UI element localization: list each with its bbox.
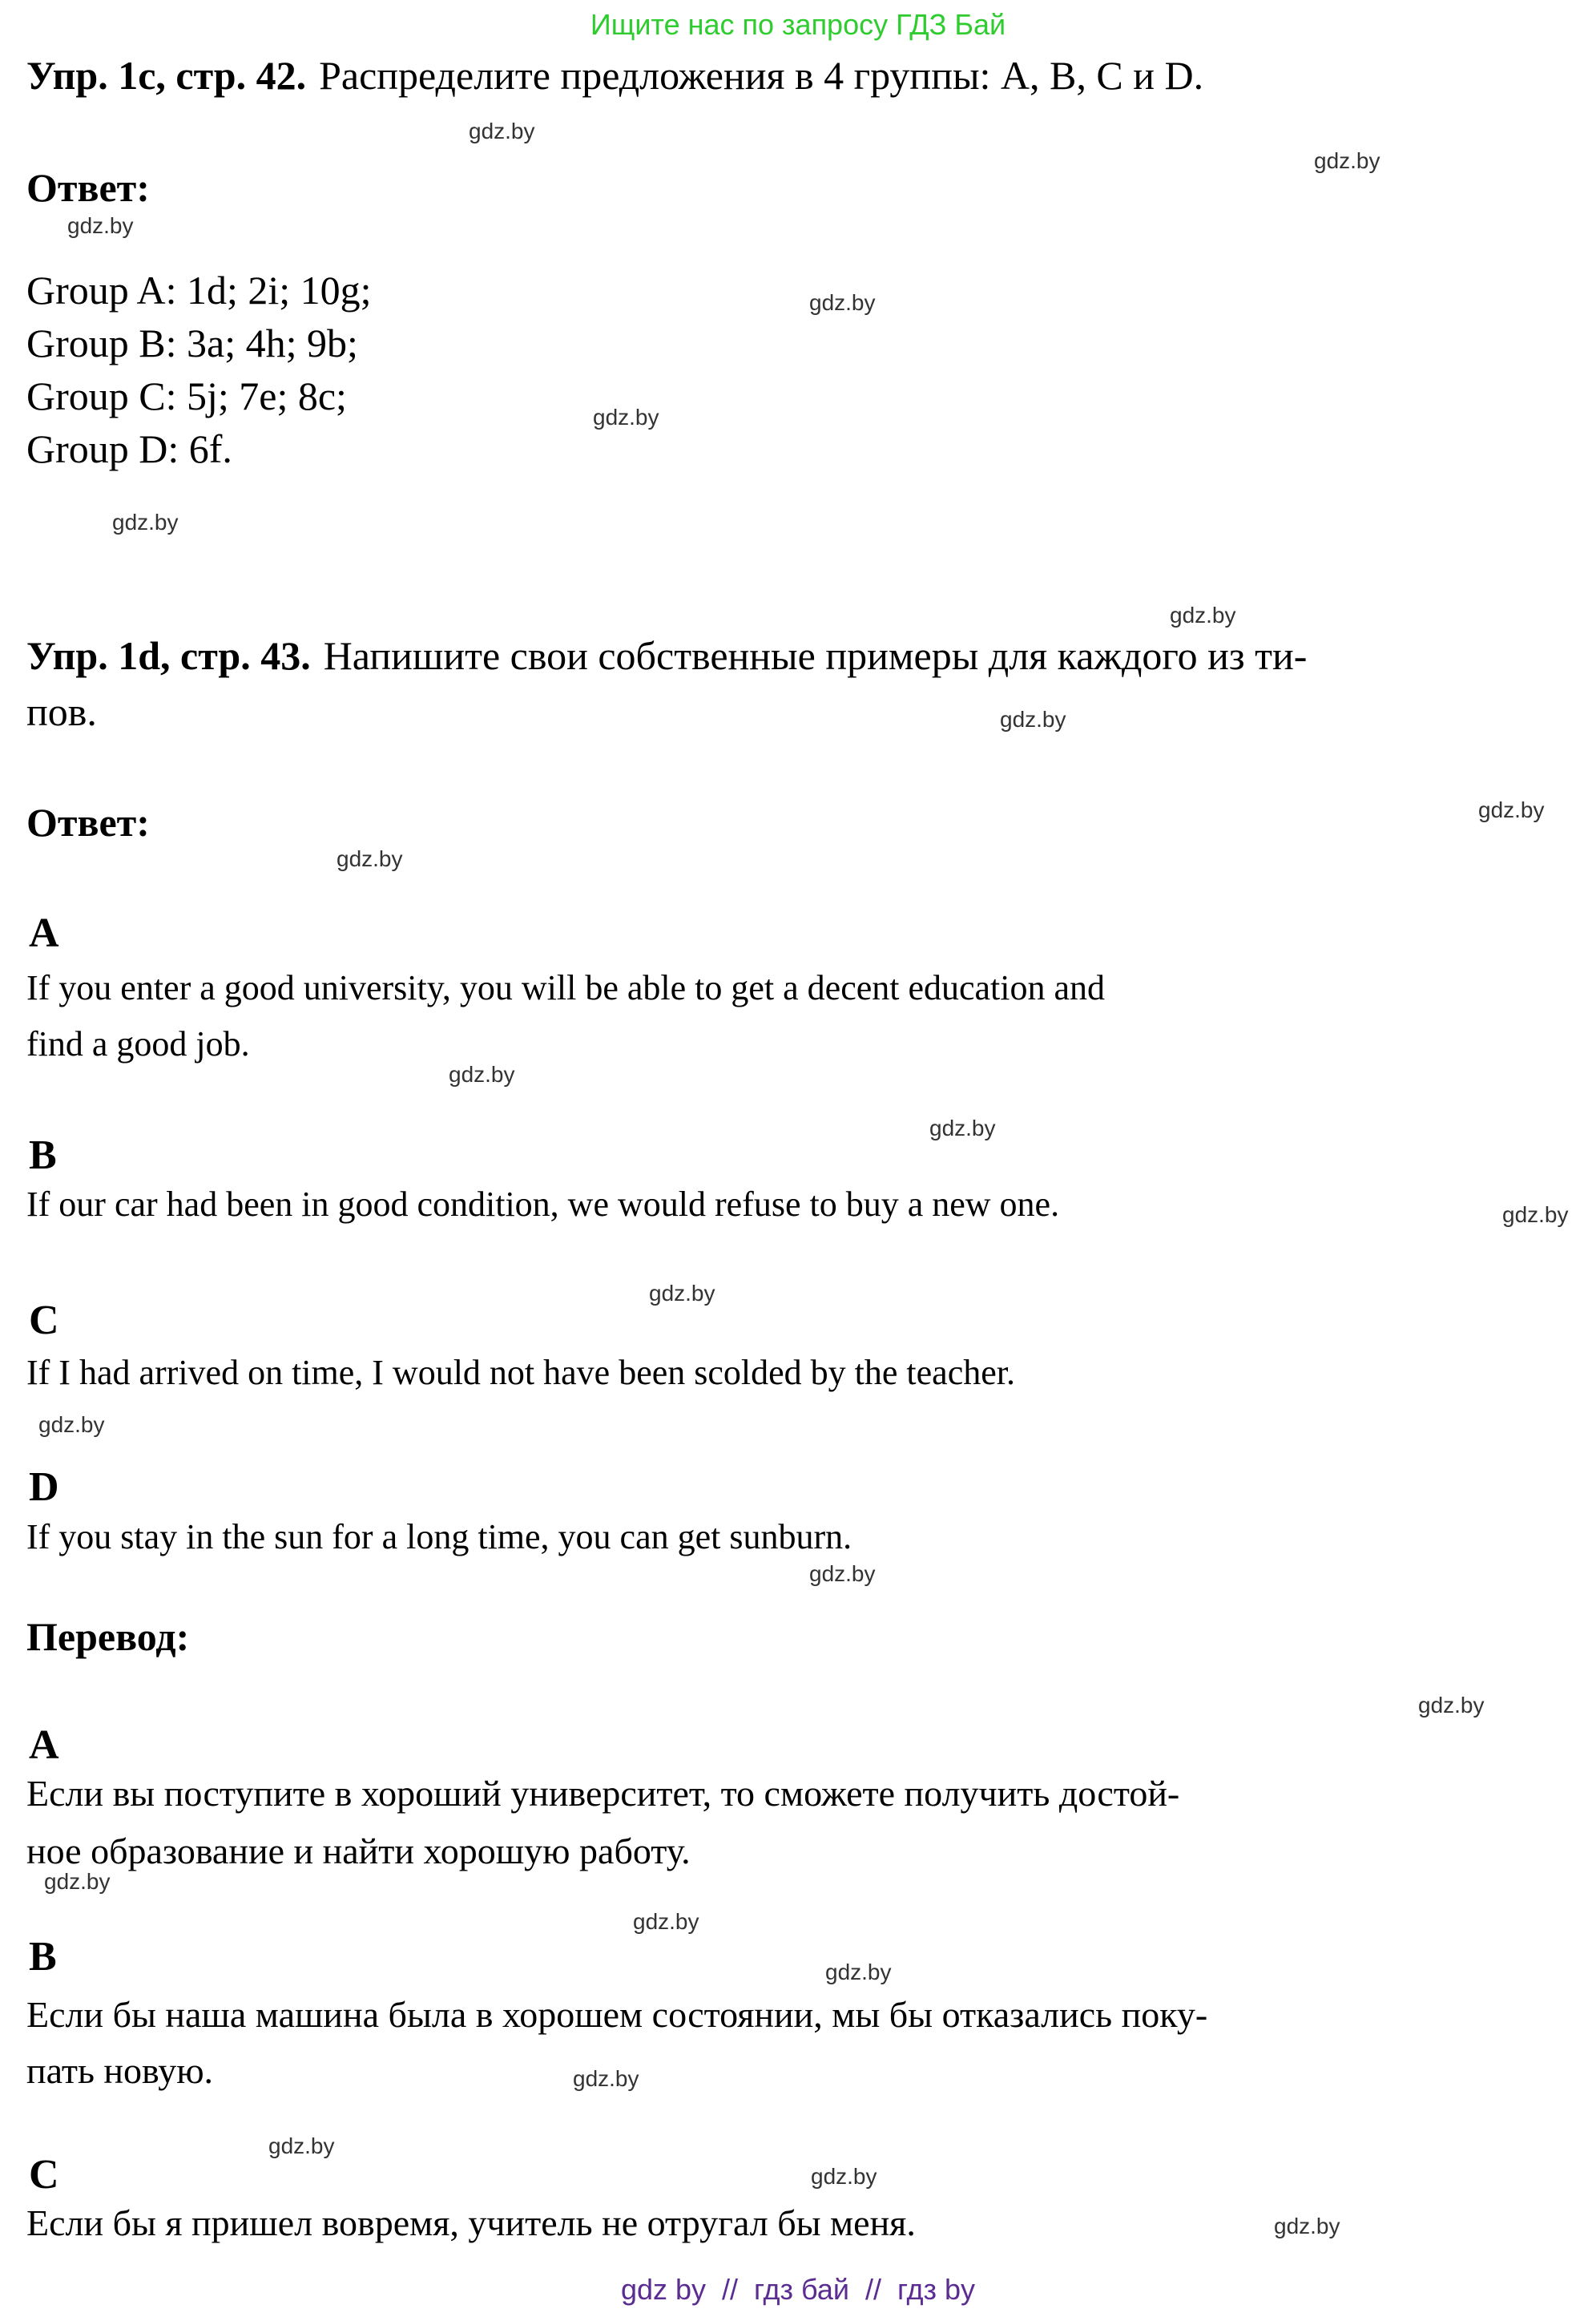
promo-banner: Ищите нас по запросу ГДЗ Бай xyxy=(590,8,1006,41)
gdz-watermark: gdz.by xyxy=(649,1281,715,1306)
group-b-line: Group B: 3a; 4h; 9b; xyxy=(26,321,358,365)
exercise-1c-title-number: Упр. 1c, стр. 42. xyxy=(26,53,307,98)
gdz-watermark: gdz.by xyxy=(1170,603,1236,628)
gdz-watermark: gdz.by xyxy=(38,1412,105,1437)
translation-c-line: Если бы я пришел вовремя, учитель не отругал бы меня. xyxy=(26,2202,916,2243)
group-c-line: Group C: 5j; 7e; 8c; xyxy=(26,373,347,418)
translation-letter-a: A xyxy=(29,1722,59,1768)
gdz-watermark: gdz.by xyxy=(469,119,535,143)
gdz-watermark: gdz.by xyxy=(44,1869,111,1894)
group-d-line: Group D: 6f. xyxy=(26,426,232,471)
exercise-1d-title-text: Напишите свои собственные примеры для каждого из ти- xyxy=(323,633,1308,678)
answer-label-1c: Ответ: xyxy=(26,165,150,210)
group-a-line: Group A: 1d; 2i; 10g; xyxy=(26,268,372,313)
exercise-1d-title-number: Упр. 1d, стр. 43. xyxy=(26,633,311,678)
gdz-watermark: gdz.by xyxy=(268,2133,335,2158)
gdz-watermark: gdz.by xyxy=(573,2066,639,2091)
answer-a-line2: find a good job. xyxy=(26,1024,250,1064)
exercise-1d-title xyxy=(26,633,1307,680)
answer-d-line: If you stay in the sun for a long time, you can get sunburn. xyxy=(26,1517,852,1556)
translation-b-line2: пать новую. xyxy=(26,2050,214,2091)
exercise-1c-title-text: Распределите предложения в 4 группы: A, B, C и D. xyxy=(319,53,1204,98)
gdz-watermark: gdz.by xyxy=(67,213,134,238)
translation-b-line1: Если бы наша машина была в хорошем состоянии, мы бы отказались поку- xyxy=(26,1994,1208,2035)
gdz-watermark: gdz.by xyxy=(1274,2214,1340,2238)
exercise-1c-title xyxy=(26,53,1203,99)
gdz-watermark: gdz.by xyxy=(1314,148,1380,173)
gdz-watermark: gdz.by xyxy=(825,1960,892,1984)
gdz-watermark: gdz.by xyxy=(633,1909,699,1934)
gdz-watermark: gdz.by xyxy=(1418,1693,1485,1718)
gdz-watermark: gdz.by xyxy=(449,1062,515,1087)
footer-text: gdz by // гдз бай // гдз by xyxy=(620,2273,976,2306)
translation-letter-b: B xyxy=(29,1934,57,1980)
translation-letter-c: C xyxy=(29,2152,59,2198)
gdz-watermark: gdz.by xyxy=(809,1561,876,1586)
gdz-watermark: gdz.by xyxy=(929,1116,996,1140)
answer-b-line: If our car had been in good condition, we would refuse to buy a new one. xyxy=(26,1185,1060,1224)
translation-a-line2: ное образование и найти хорошую работу. xyxy=(26,1831,691,1871)
answer-letter-b: B xyxy=(29,1132,57,1178)
answer-letter-d: D xyxy=(29,1464,59,1510)
gdz-watermark: gdz.by xyxy=(809,290,876,315)
answer-a-line1: If you enter a good university, you will be able to get a decent education and xyxy=(26,968,1106,1007)
answer-c-line: If I had arrived on time, I would not have been scolded by the teacher. xyxy=(26,1353,1015,1392)
answer-letter-c: C xyxy=(29,1298,59,1343)
gdz-watermark: gdz.by xyxy=(1478,797,1545,822)
gdz-watermark: gdz.by xyxy=(811,2164,877,2189)
gdz-watermark: gdz.by xyxy=(1502,1202,1569,1227)
translation-a-line1: Если вы поступите в хороший университет, то сможете получить достой- xyxy=(26,1773,1180,1814)
gdz-watermark: gdz.by xyxy=(112,510,179,535)
gdz-watermark: gdz.by xyxy=(593,405,659,430)
gdz-watermark: gdz.by xyxy=(337,846,403,871)
answer-letter-a: A xyxy=(29,910,59,956)
gdz-watermark: gdz.by xyxy=(1000,707,1066,732)
answer-label-1d: Ответ: xyxy=(26,800,150,845)
translation-label: Перевод: xyxy=(26,1614,190,1659)
exercise-1d-title-wrap: пов. xyxy=(26,689,97,734)
